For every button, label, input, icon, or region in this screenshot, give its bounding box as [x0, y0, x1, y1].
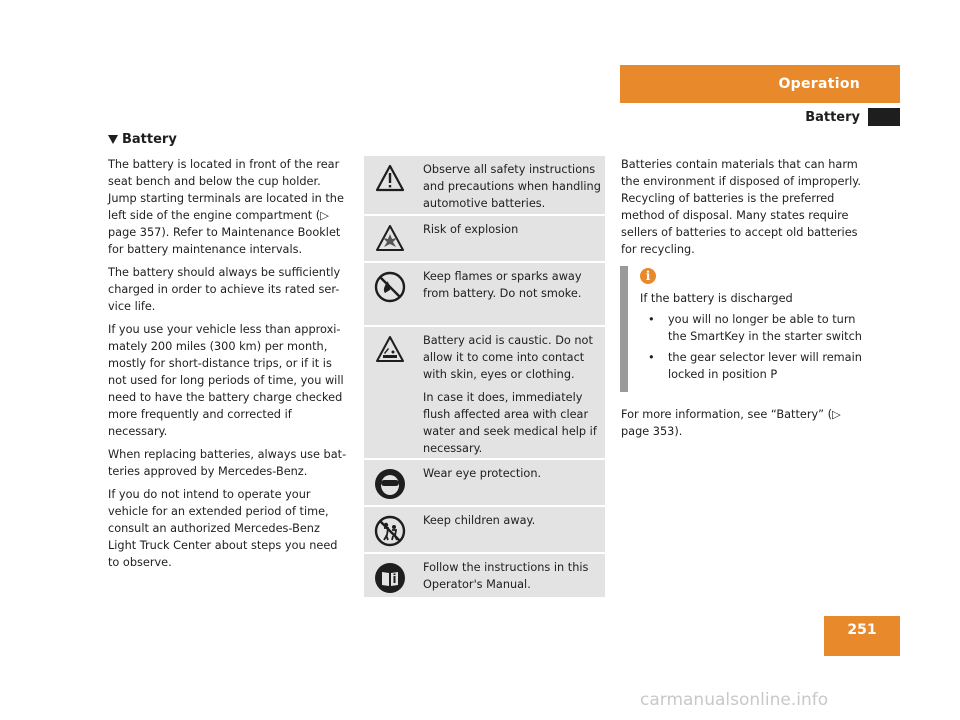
more-info	[621, 406, 866, 440]
paragraph: If you do not intend to operate your vehicle for an extended period of time, consult an authorized Mercedes-Benz Light Truck Center about steps you need to observe.	[108, 488, 338, 569]
safety-text: Wear eye protection.	[423, 467, 542, 480]
explosion-icon	[364, 216, 416, 261]
safety-text: Observe all safety instructions and precautions when handling automotive batteries.	[423, 163, 601, 210]
section-title	[108, 132, 177, 147]
right-column	[621, 156, 866, 258]
caustic-icon	[364, 327, 416, 458]
section-triangle-icon	[108, 135, 118, 144]
more-info-text: For more information, see “Battery” (▷ page 353).	[621, 408, 841, 438]
safety-row	[364, 460, 605, 507]
header-marker-block	[868, 108, 900, 126]
info-bullet: • you will no longer be able to turn the SmartKey in the starter switch	[640, 311, 865, 345]
safety-text: Battery acid is caustic. Do not allow it to come into contact with skin, eyes or clothing.	[423, 334, 593, 381]
header-section-bar	[620, 65, 900, 103]
section-title-text: Battery	[122, 132, 177, 147]
manual-icon	[364, 554, 416, 597]
header-subsection-title: Battery	[805, 109, 860, 125]
safety-table	[364, 156, 605, 599]
safety-row	[364, 156, 605, 216]
eye-protection-icon	[364, 460, 416, 505]
header-subsection	[620, 107, 900, 127]
safety-text: Keep flames or sparks away from battery. Do not smoke.	[423, 270, 582, 300]
watermark: carmanualsonline.info	[640, 690, 829, 710]
safety-row	[364, 263, 605, 327]
info-bullet: • the gear selector lever will remain locked in position P	[640, 349, 865, 383]
no-flames-icon	[364, 263, 416, 325]
info-intro: If the battery is discharged	[640, 292, 793, 305]
safety-row	[364, 216, 605, 263]
info-icon: i	[640, 268, 656, 284]
warning-triangle-icon	[364, 156, 416, 214]
safety-row	[364, 327, 605, 460]
paragraph: The battery should always be sufficiently charged in order to achieve its rated ser-vice life.	[108, 266, 341, 313]
safety-text: Keep children away.	[423, 514, 536, 527]
safety-row	[364, 507, 605, 554]
info-bullets	[640, 311, 865, 383]
safety-text-continued: In case it does, immediately flush affected area with clear water and seek medical help if necessary.	[423, 391, 597, 455]
page-number: 251	[824, 616, 900, 656]
header-section-title: Operation	[778, 76, 860, 92]
paragraph: If you use your vehicle less than approxi-mately 200 miles (300 km) per month, mostly for short-distance trips, or if it is not used for long periods of time, you will need to have the battery charge checked more frequently and corrected if necessary.	[108, 323, 344, 438]
left-column	[108, 156, 350, 577]
safety-text: Follow the instructions in this Operator's Manual.	[423, 561, 589, 591]
keep-children-away-icon	[364, 507, 416, 552]
safety-row	[364, 554, 605, 599]
paragraph: The battery is located in front of the rear seat bench and below the cup holder. Jump starting terminals are located in the left side of the engine compartment (▷ page 357). Refer to Maintenance Booklet for battery maintenance intervals.	[108, 158, 344, 256]
paragraph: When replacing batteries, always use bat-teries approved by Mercedes-Benz.	[108, 448, 347, 478]
paragraph: Batteries contain materials that can harm the environment if disposed of improperly. Recycling of batteries is the preferred method of disposal. Many states require sellers of batteries to accept old batteries for recycling.	[621, 158, 861, 256]
safety-text: Risk of explosion	[423, 223, 519, 236]
info-box	[620, 266, 865, 392]
